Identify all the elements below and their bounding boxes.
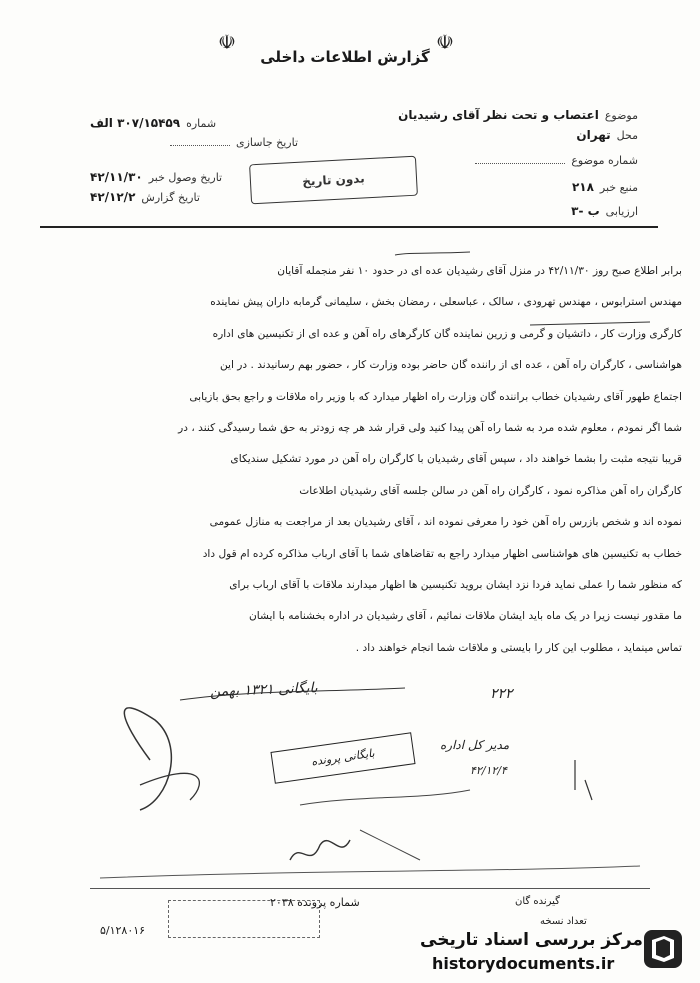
handwritten-date: ۴۲/۱۲/۴ <box>470 764 507 777</box>
report-date-value: ۴۲/۱۲/۲ <box>90 190 136 204</box>
handwritten-signature-title: مدیر کل اداره <box>440 738 510 752</box>
place-label: محل <box>616 129 638 142</box>
copies-count-label: تعداد نسخه <box>540 916 587 927</box>
body-line: شما اگر نمودم ، معلوم شده مرد به شما راه آهن پیدا کنید ولی قرار شد هر چه زودتر به حق شما رسیدگی کنند ، در <box>178 421 682 434</box>
body-line: قریبا نتیجه مثبت را بشما خواهند داد ، سپس آقای رشیدیان با کارگران راه آهن در مورد تشکیل سندیکای <box>230 453 682 466</box>
body-line: هواشناسی ، کارگران راه آهن ، عده ای از راننده گان حاضر بوده وزارت کار ، حضور بهم رسانیدند . در این <box>219 359 682 372</box>
footer-code: ۵/۱۲۸۰۱۶ <box>100 924 146 937</box>
handwritten-number: ۲۲۲ <box>490 686 513 702</box>
file-reference: شماره پرونده ۲۰۳۸ <box>270 896 360 909</box>
number-value: ۳۰۷/۱۵۴۵۹ الف <box>90 116 181 130</box>
meta-place <box>576 128 638 142</box>
meta-received <box>90 170 222 184</box>
body-line: که منظور شما را عملی نماید فردا نزد ایشان بروید تکنیسین ها اظهار میدارند ملاقات با آقای ارباب برای <box>229 578 682 591</box>
emblem-icon: ☫ <box>436 30 454 54</box>
meta-report-date <box>90 190 200 204</box>
report-body <box>92 256 682 664</box>
body-line: ما مقدور نیست زیرا در یک ماه باید ایشان ملاقات نمائیم ، آقای رشیدیان در اداره بخشنامه با ایشان <box>249 610 682 623</box>
subject-no-label: شماره موضوع <box>571 154 638 167</box>
emblem-icon: ☫ <box>218 30 236 54</box>
source-value: ۲۱۸ <box>571 180 594 194</box>
meta-subject <box>398 108 638 122</box>
meta-source <box>572 180 638 194</box>
body-line: برابر اطلاع صبح روز ۴۲/۱۱/۳۰ در منزل آقای رشیدیان عده ای در حدود ۱۰ نفر منجمله آقایان <box>277 265 682 277</box>
received-label: تاریخ وصول خبر <box>148 171 223 184</box>
archive-logo-icon <box>642 928 684 970</box>
body-line: مهندس استرابوس ، مهندس تهرودی ، سالک ، عباسعلی ، رمضان بخش ، سلیمانی گرمابه داران پیش نماینده <box>210 296 682 309</box>
dotted-line <box>475 154 565 164</box>
meta-number <box>90 116 216 130</box>
date-stamp: بدون تاریخ <box>249 156 418 205</box>
meta-subject-no <box>475 154 638 167</box>
body-line: کارگری وزارت کار ، داتشیان و گرمی و زرین نماینده گان کارگرهای راه آهن و عده ای از تکنیسین های اداره <box>212 327 682 340</box>
meta-evaluation <box>571 204 638 218</box>
recipients-label: گیرنده گان <box>515 896 560 907</box>
subject-label: موضوع <box>604 109 638 122</box>
dotted-line <box>170 136 230 146</box>
evaluation-value: ب -۳ <box>571 204 600 218</box>
body-line: تماس مینماید ، مطلوب این کار را بایستی و ملاقات شما انجام خواهند داد . <box>355 641 682 654</box>
number-label: شماره <box>186 117 217 130</box>
subject-value: اعتصاب و تحت نظر آقای رشیدیان <box>398 108 599 122</box>
document-title: گزارش اطلاعات داخلی <box>260 48 430 66</box>
watermark-title: مرکز بررسی اسناد تاریخی <box>420 930 643 950</box>
source-label: منبع خبر <box>599 181 638 194</box>
received-value: ۴۲/۱۱/۳۰ <box>90 170 143 184</box>
date-label: تاریخ جاسازی <box>236 136 299 149</box>
body-line: کارگران راه آهن مذاکره نمود ، کارگران راه آهن در سالن جلسه آقای رشیدیان اطلاعات <box>299 484 682 497</box>
meta-date <box>170 136 298 149</box>
handwritten-archive-note: بایگانی ۱۳۲۱ بهمن <box>209 680 318 700</box>
archive-stamp: بایگانی پرونده <box>270 732 415 783</box>
header-divider <box>40 226 658 228</box>
body-line: اجتماع طهور آقای رشیدیان خطاب براننده گان وزارت راه اظهار میدارد که با وزیر راه ملاقات و راجع بحق بازیابی <box>189 390 682 403</box>
footer-divider <box>90 888 650 889</box>
watermark-url: historydocuments.ir <box>432 954 615 973</box>
place-value: تهران <box>576 128 611 142</box>
body-line: نموده اند و شخص بازرس راه آهن خود را معرفی نموده اند ، آقای رشیدیان بعد از مراجعت به منازل عمومی <box>209 516 682 529</box>
evaluation-label: ارزیابی <box>605 205 638 218</box>
report-date-label: تاریخ گزارش <box>141 191 200 204</box>
body-line: خطاب به تکنیسین های هواشناسی اظهار میدارد راجع به تقاضاهای شما با آقای ارباب مذاکره کرده ام قول داد <box>202 547 682 560</box>
